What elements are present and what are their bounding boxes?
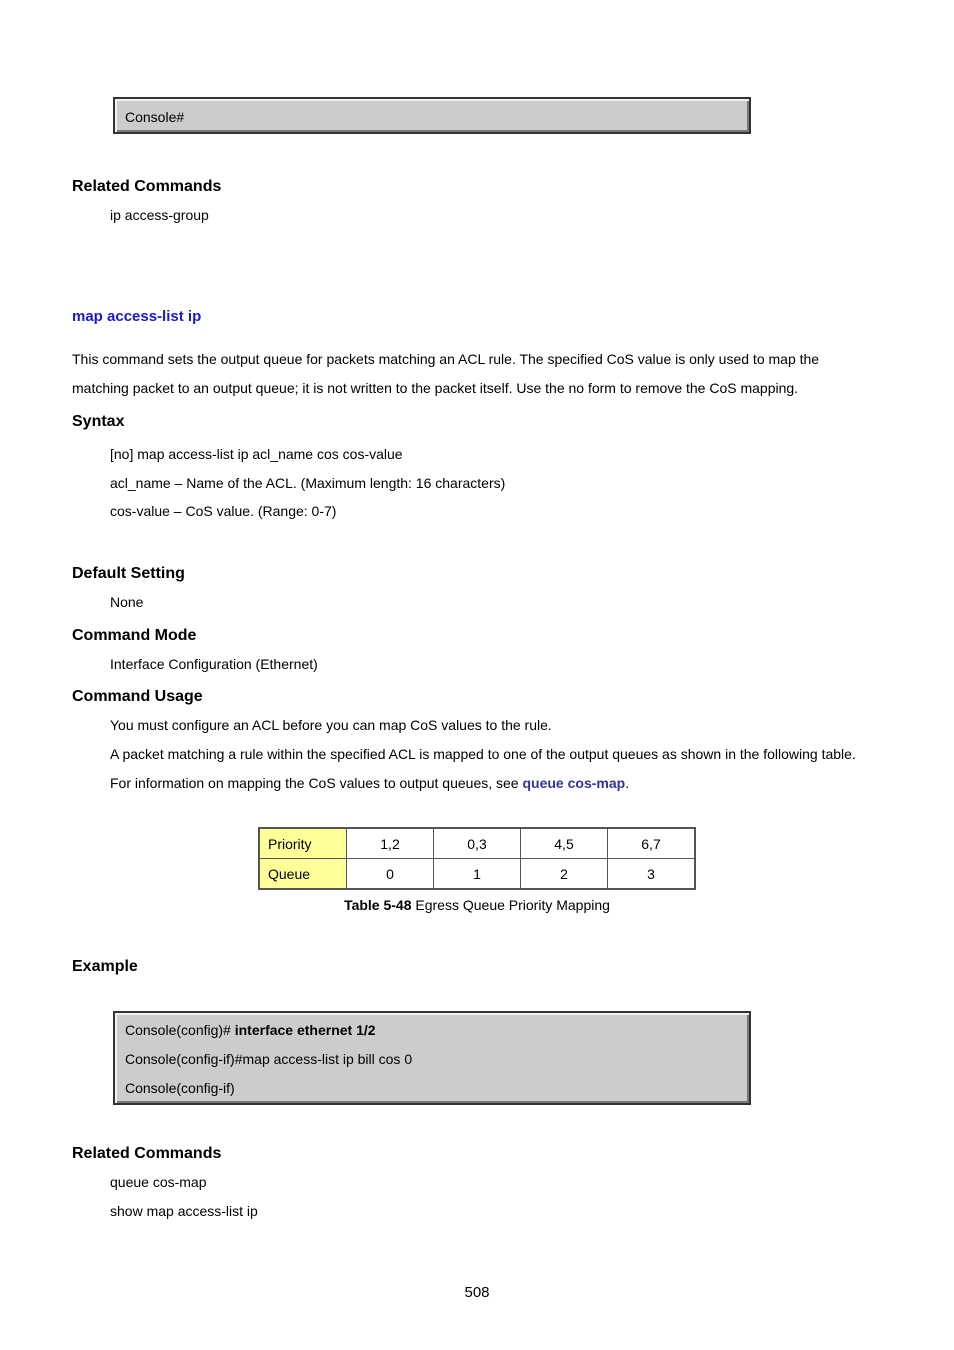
table-caption-text: Egress Queue Priority Mapping — [411, 897, 610, 913]
table-row — [259, 828, 695, 859]
table-row — [259, 859, 695, 890]
related-commands-heading: Related Commands — [72, 178, 222, 195]
table-cell: 2 — [521, 859, 608, 890]
related-command-item: ip access-group — [110, 207, 209, 223]
table-caption-number: Table 5-48 — [344, 897, 412, 913]
example-heading: Example — [72, 958, 138, 975]
related-command-item: queue cos-map — [110, 1174, 207, 1190]
console-box-example — [113, 1011, 751, 1105]
console-line — [125, 1022, 376, 1038]
table-cell: 0 — [347, 859, 434, 890]
usage-line-suffix: . — [625, 775, 630, 791]
default-setting-value: None — [110, 594, 144, 610]
console-command: interface ethernet 1/2 — [234, 1022, 376, 1038]
usage-line: You must configure an ACL before you can map CoS values to the rule. — [110, 717, 552, 733]
usage-line: A packet matching a rule within the specified ACL is mapped to one of the output queues as shown in the following table. — [110, 746, 856, 762]
table-cell: 0,3 — [434, 828, 521, 859]
table-cell: 4,5 — [521, 828, 608, 859]
usage-line-text: For information on mapping the CoS values to output queues, see — [110, 775, 523, 791]
table-cell: 1 — [434, 859, 521, 890]
table-caption — [258, 897, 696, 913]
syntax-param: cos-value – CoS value. (Range: 0-7) — [110, 503, 337, 519]
console-line: Console(config-if)#map access-list ip bill cos 0 — [125, 1051, 413, 1067]
command-mode-value: Interface Configuration (Ethernet) — [110, 656, 318, 672]
console-line: Console# — [125, 109, 185, 125]
command-description-line: matching packet to an output queue; it is not written to the packet itself. Use the no form to remove the CoS mapping. — [72, 380, 799, 396]
command-usage-heading: Command Usage — [72, 688, 203, 705]
command-mode-heading: Command Mode — [72, 627, 197, 644]
table-cell: 6,7 — [608, 828, 696, 859]
table-header-cell: Priority — [259, 828, 347, 859]
table-cell: 3 — [608, 859, 696, 890]
queue-cos-map-link[interactable]: queue cos-map — [522, 775, 626, 791]
command-description-line: This command sets the output queue for packets matching an ACL rule. The specified CoS value is only used to map the — [72, 351, 820, 367]
syntax-line: [no] map access-list ip acl_name cos cos-value — [110, 446, 403, 462]
related-command-item: show map access-list ip — [110, 1203, 258, 1219]
page-number: 508 — [464, 1284, 490, 1301]
syntax-heading: Syntax — [72, 413, 125, 430]
usage-line — [110, 775, 629, 791]
console-prompt: Console(config)# — [125, 1022, 235, 1038]
related-commands-heading: Related Commands — [72, 1145, 222, 1162]
table-header-cell: Queue — [259, 859, 347, 890]
egress-queue-priority-table — [258, 827, 696, 890]
console-line: Console(config-if) — [125, 1080, 235, 1096]
command-title: map access-list ip — [72, 308, 202, 325]
default-setting-heading: Default Setting — [72, 565, 185, 582]
console-box-top — [113, 97, 751, 134]
table-cell: 1,2 — [347, 828, 434, 859]
syntax-param: acl_name – Name of the ACL. (Maximum length: 16 characters) — [110, 475, 506, 491]
